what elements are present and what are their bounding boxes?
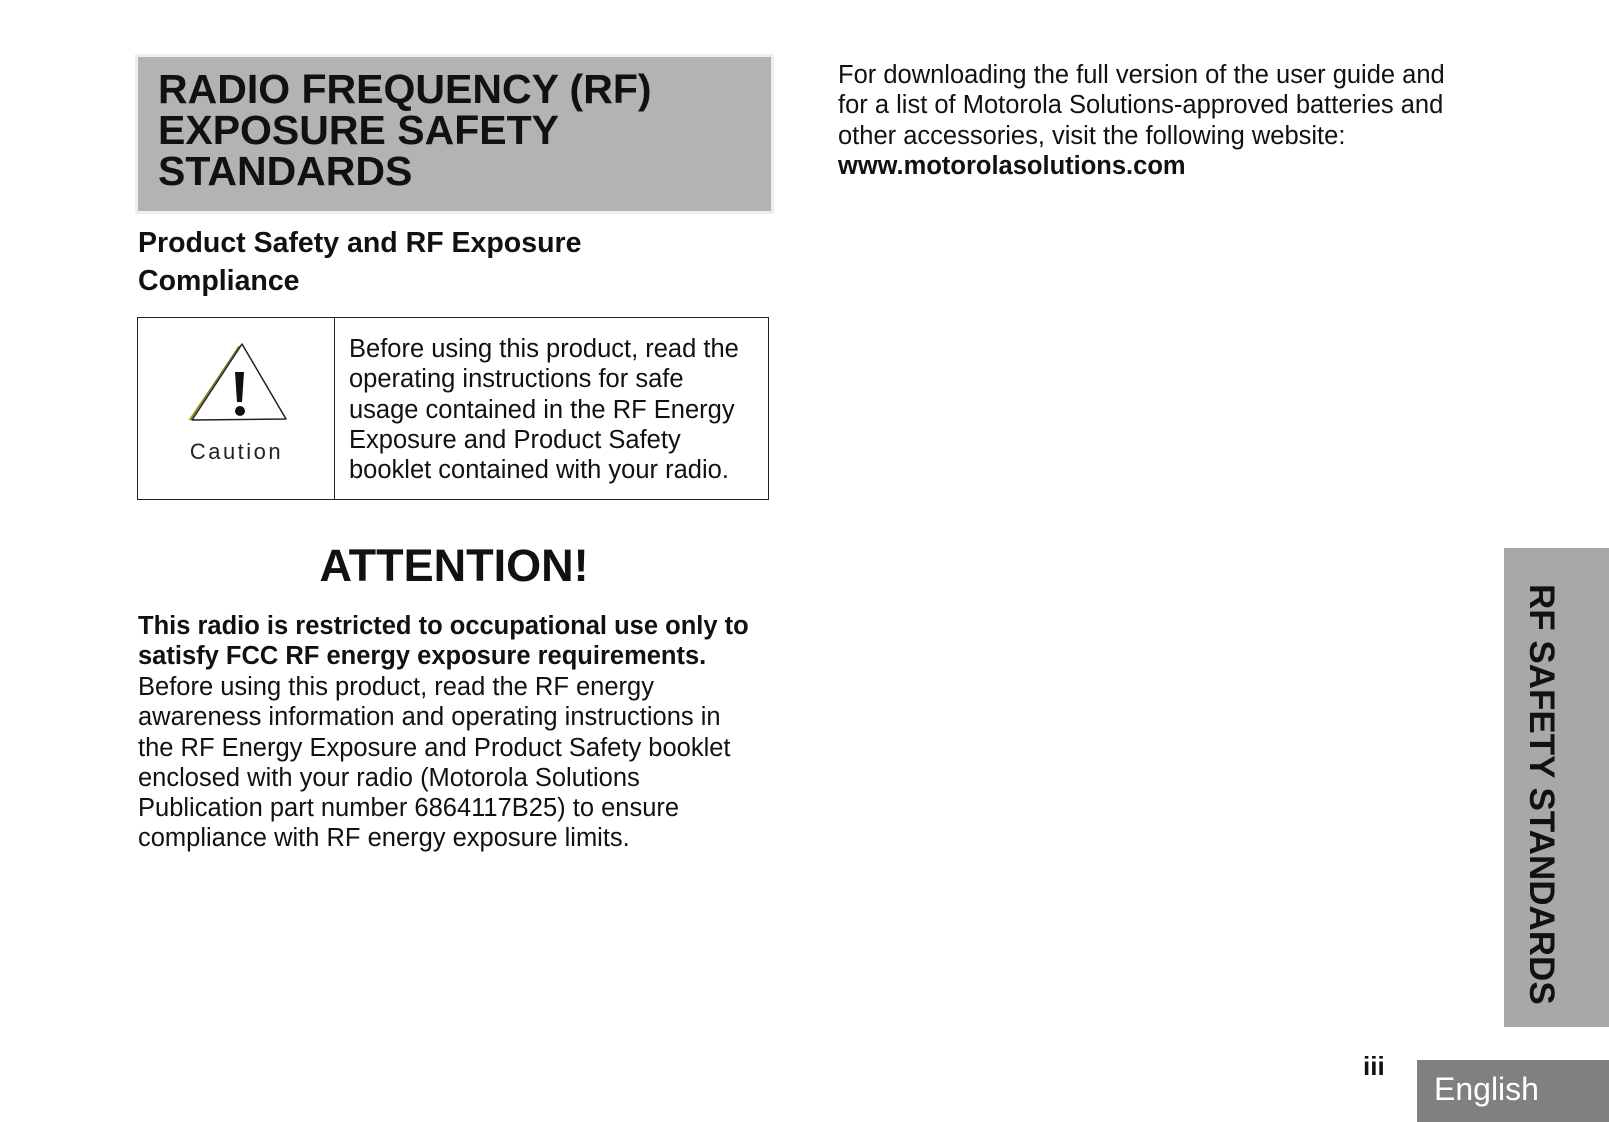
attention-heading: ATTENTION! (319, 540, 589, 591)
caution-triangle-icon (186, 342, 290, 422)
download-info (838, 60, 1498, 181)
website-url: www.motorolasolutions.com (838, 151, 1186, 180)
download-info-text: For downloading the full version of the user guide and for a list of Motorola Solutions-approved batteries and other accessories, visit the following website: (838, 61, 1445, 150)
side-tab-label: RF SAFETY STANDARDS (1522, 584, 1561, 1005)
subheading: Product Safety and RF Exposure Compliance (138, 227, 582, 297)
caution-label: Caution (189, 439, 284, 464)
language-tab (1417, 1060, 1609, 1122)
language-label: English (1434, 1071, 1539, 1107)
caution-text: Before using this product, read the operating instructions for safe usage contained in the RF Energy Exposure and Product Safety booklet contained with your radio. (349, 335, 739, 485)
side-section-tab (1504, 548, 1609, 1027)
attention-bold-text: This radio is restricted to occupational use only to satisfy FCC RF energy exposure requirements. (138, 612, 749, 671)
section-title-box (138, 57, 771, 211)
page-number: iii (1363, 1051, 1385, 1081)
attention-body-text: Before using this product, read the RF energy awareness information and operating instructions in the RF Energy Exposure and Product Safety booklet enclosed with your radio (Motorola Solutions Publication part number 6864117B25) to ensure compliance with RF energy exposure limits. (138, 673, 731, 853)
caution-icon-cell (138, 318, 335, 499)
section-title: RADIO FREQUENCY (RF) EXPOSURE SAFETY STANDARDS (158, 66, 652, 194)
caution-notice (137, 317, 769, 500)
